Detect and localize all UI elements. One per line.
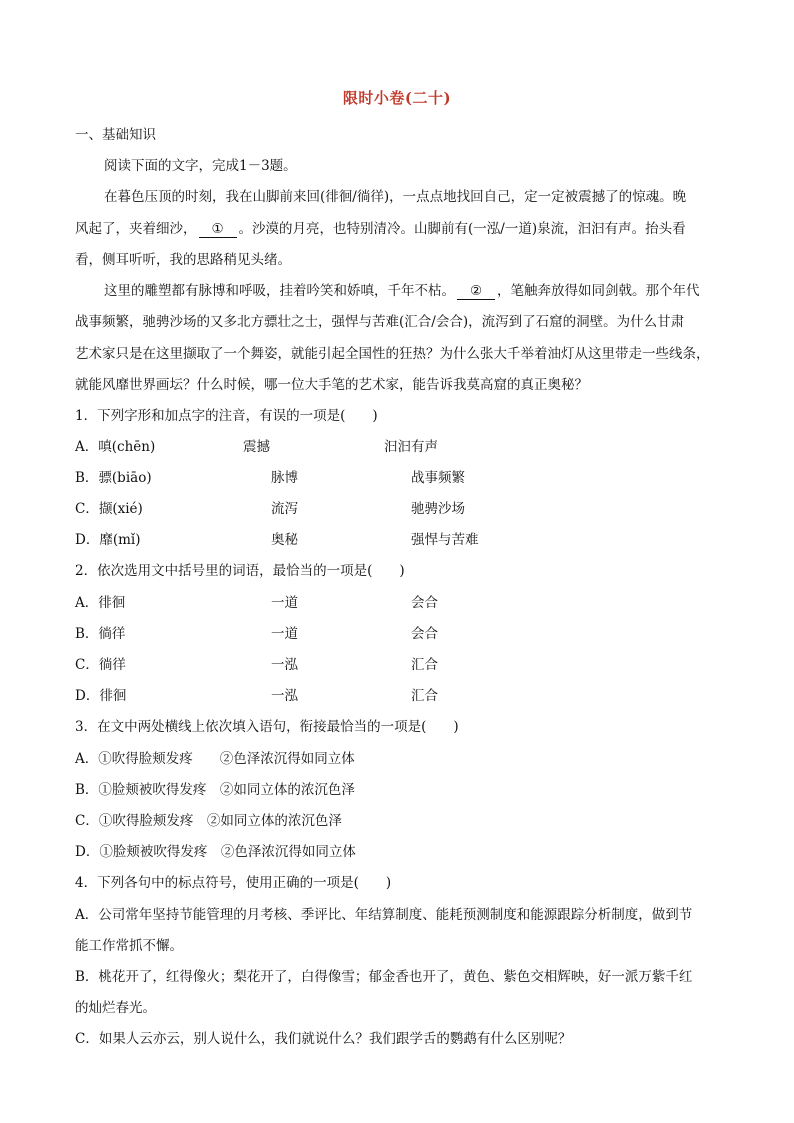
passage-text: 风起了，夹着细沙， [75,221,197,237]
q2-option-d-word2: 一泓 [271,688,298,704]
q4-option-a-cont: 能工作常抓不懈。 [75,938,183,954]
q4-option-c: C．如果人云亦云，别人说什么，我们就说什么？我们跟学舌的鹦鹉有什么区别呢？ [75,1031,572,1047]
passage-text: 。沙漠的月亮，也特别清冷。山脚前有(一泓/一道)泉流，汩汩有声。抬头看 [238,221,686,237]
q1-option-b: B．骠(biāo) [75,470,152,486]
question-4-stem: 4．下列各句中的标点符号，使用正确的一项是( ) [75,875,392,891]
passage-text: ，笔触奔放得如同剑戟。那个年代 [497,283,700,299]
q2-option-d-word3: 汇合 [411,688,438,704]
passage-line: 看，侧耳听听，我的思路稍见头绪。 [75,252,291,268]
answer-blank-2: ② [457,283,495,300]
q4-option-b-cont: 的灿烂春光。 [75,1000,156,1016]
passage-text: 这里的雕塑都有脉博和呼吸，挂着吟笑和娇嗔，千年不枯。 [104,283,455,299]
passage-line: 在暮色压顶的时刻，我在山脚前来回(徘徊/徜徉)，一点点地找回自己，定一定被震撼了的惊魂。晚 [104,189,687,205]
question-3-stem: 3．在文中两处横线上依次填入语句，衔接最恰当的一项是( ) [75,719,459,735]
passage-line: 艺术家只是在这里撷取了一个舞姿，就能引起全国性的狂热？为什么张大千举着油灯从这里带走一些线条， [75,346,710,362]
passage-line [104,281,700,301]
question-1-stem: 1．下列字形和加点字的注音，有误的一项是( ) [75,408,378,424]
q1-option-d-word2: 奥秘 [271,532,298,548]
q1-option-a-word2: 震撼 [243,439,270,455]
q2-option-b: B．徜徉 [75,626,126,642]
page-title: 限时小卷(二十) [342,89,452,107]
passage-line: 战事频繁，驰骋沙场的又多北方骠壮之士，强悍与苦难(汇合/会合)，流泻到了石窟的洞壁。为什么甘肃 [75,314,685,330]
q2-option-c-word2: 一泓 [271,657,298,673]
q2-option-b-word3: 会合 [411,626,438,642]
q1-option-d-word3: 强悍与苦难 [411,532,479,548]
q4-option-b: B．桃花开了，红得像火；梨花开了，白得像雪；郁金香也开了，黄色、紫色交相辉映，好一派万紫千红 [75,969,693,985]
q2-option-c-word3: 汇合 [411,657,438,673]
q2-option-b-word2: 一道 [271,626,298,642]
q1-option-c-word3: 驰骋沙场 [411,501,465,517]
passage-line: 就能风靡世界画坛？什么时候，哪一位大手笔的艺术家，能告诉我莫高窟的真正奥秘？ [75,377,588,393]
q1-option-d: D．靡(mǐ) [75,532,141,548]
q2-option-a-word2: 一道 [271,595,298,611]
q4-option-a: A．公司常年坚持节能管理的月考核、季评比、年结算制度、能耗预测制度和能源跟踪分析制度，做到节 [75,907,693,923]
q1-option-b-word2: 脉博 [271,470,298,486]
q3-option-c: C．①吹得脸颊发疼 ②如同立体的浓沉色泽 [75,813,342,829]
reading-instruction: 阅读下面的文字，完成1－3题。 [104,158,297,174]
passage-line [75,219,686,239]
q1-option-a: A．嗔(chēn) [75,439,156,455]
q1-option-a-word3: 汩汩有声 [384,439,438,455]
q1-option-c-word2: 流泻 [271,501,298,517]
q2-option-a: A．徘徊 [75,595,126,611]
q3-option-a: A．①吹得脸颊发疼 ②色泽浓沉得如同立体 [75,751,355,767]
section-heading: 一、基础知识 [75,127,156,143]
q2-option-c: C．徜徉 [75,657,126,673]
question-2-stem: 2．依次选用文中括号里的词语，最恰当的一项是( ) [75,563,405,579]
q1-option-b-word3: 战事频繁 [411,470,465,486]
q3-option-d: D．①脸颊被吹得发疼 ②色泽浓沉得如同立体 [75,844,356,860]
q1-option-c: C．撷(xié) [75,501,143,517]
answer-blank-1: ① [199,221,237,238]
q2-option-a-word3: 会合 [411,595,438,611]
q3-option-b: B．①脸颊被吹得发疼 ②如同立体的浓沉色泽 [75,782,355,798]
q2-option-d: D．徘徊 [75,688,127,704]
